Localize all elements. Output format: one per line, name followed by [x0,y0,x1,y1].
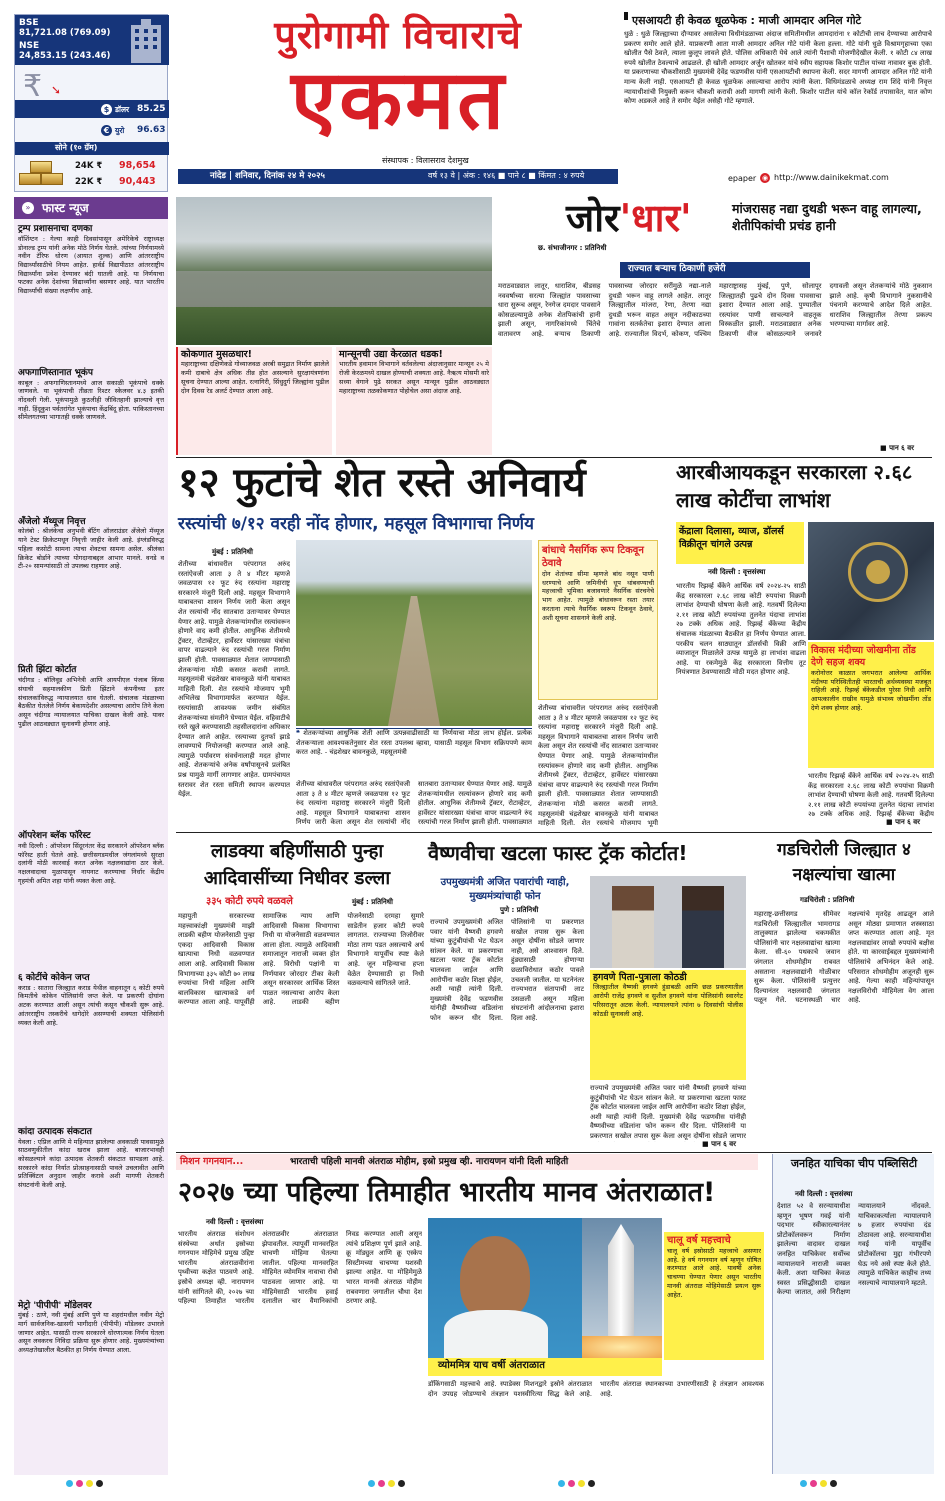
rocket-icon [608,1224,634,1344]
dollar-value: 85.25 [137,104,166,114]
sidebar-item [18,973,164,1124]
top-right-body: धुळे : धुळे जिल्ह्याच्या दौऱ्यावर असलेल्या विधीमंडळाच्या अंदाज समितीमधील आमदारांना १ कोटीची लाच देण्याच्या आरोपाचे प्रकरण समोर आले होते. याप्रकरणी आता माजी आमदार अनिल गोटे यांनी केला हल्ला. गोटे यांनी धुळे विश्रामगृहाच्या एका खोलीत पैसे ठेवले, त्याला कुलूप लावले होते. पोलिस अधिकारी येथे आले त्यांनी पैशाची मोजणीदेखील केली. १ कोटी ८४ लाख रुपये खोलीत ठेवल्याचे आढळले. ही खोली आमदार अर्जुन खोतकर यांचे स्वीय सहायक किशोर पाटील यांच्या नावावर बुक होती. या प्रकरणाच्या चौकशीसाठी मुख्यमंत्री देवेंद्र फडणवीस यांनी एसआयटीची स्थापना केली. सदर मागणी आमदार अनिल गोटे यांनी मान्य केली नाही. एसआयटी ही केवळ धूळफेक असल्याचा आरोप त्यांनी केला. विधिमंडळाचे अध्यक्ष राम शिंदे यांनी निवृत्त न्यायाधीशांची नियुक्ती करून चौकशी करावी अशी मागणी त्यांनी केली. किशोर पाटील यांचे कॉल रेकॉर्ड तपासावेत, यात कोण कोण अडकले आहे ते समोर येईल असेही गोटे म्हणाले. [624,30,932,106]
registration-marks-center-left [368,1480,405,1487]
euro-label: युरो [115,126,125,135]
bund-box-body: दोन शेतांच्या सीमा म्हणजे बांध नसून पाणी धरण्याचे आणि जमिनीची धूप थांबवण्याची महत्त्वाची भूमिका बजावणारे नैसर्गिक संरचनेचे भाग आहेत. त्यामुळे बांधावरून रस्ता तयार करताना त्याचे नैसर्गिक स्वरूप टिकवून ठेवावे, अशी सूचना शासनाने केली आहे. [542,570,654,622]
bse-value: 81,721.08 (769.09) [19,28,111,38]
sidebar-item [18,368,164,514]
dateline: नांदेड | शनिवार, दिनांक २४ मे २०२५ [210,171,325,181]
rbi-byline: नवी दिल्ली : वृत्तसंस्था [708,568,766,576]
sidebar-item-body: मुंबई : ठाणे, नवी मुंबई आणि पुणे या शहरांमधील नवीन मेट्रो मार्ग सार्वजनिक-खासगी भागीदारी (पीपीपी) मॉडेलवर उभारले जाणार आहेत. यासाठी राज्य सरकारने धोरणात्मक निर्णय घेतला असून लवकरच निविदा प्रक्रिया सुरू होणार आहे. मुख्यमंत्र्यांच्या अध्यक्षतेखालील बैठकीत हा निर्णय घेण्यात आला. [18,1311,164,1355]
vaishnavi-headline: वैष्णवीचा खटला फास्ट ट्रॅक कोर्टात! [428,841,688,865]
gadchiroli-body: महाराष्ट्र-छत्तीसगड सीमेवर गडचिरोली जिल्ह्यातील भामरागड तालुक्यात झालेल्या चकमकीत पोलिसांनी चार नक्षलवाद्यांचा खात्मा केला. सी-६० पथकाचे जवान जंगलात शोधमोहीम राबवत असताना नक्षलवाद्यांनी गोळीबार सुरू केला. पोलिसांनी प्रत्युत्तर दिल्यानंतर नक्षलवादी जंगलात पळून गेले. घटनास्थळी चार नक्षल्यांचे मृतदेह आढळून आले असून मोठ्या प्रमाणात शस्त्रसाठा जप्त करण्यात आला आहे. मृत नक्षलवाद्यांवर लाखो रुपयांचे बक्षीस होते. या कारवाईबद्दल मुख्यमंत्र्यांनी पोलिसांचे अभिनंदन केले आहे. परिसरात शोधमोहीम अजूनही सुरू आहे. गेल्या काही महिन्यांपासून नक्षलविरोधी मोहिमेला वेग आला आहे. [754,910,934,1005]
gold-label: सोने (१० ग्रॅम) [55,143,98,152]
fast-news-title: फास्ट न्यूज [42,200,89,215]
masthead-tagline: पुरोगामी विचाराचे [274,12,522,57]
jordhaar-side-headline: मांजरासह नद्या दुथडी भरून वाहू लागल्या, शेतीपिकांची प्रचंड हानी [732,201,922,233]
vaishnavi-photo-box [590,970,746,1080]
pil-body: देशात ५२ वे सरन्यायाधीश म्हणून भूषण गवई यांनी पदभार स्वीकारल्यानंतर प्रोटोकॉलवरून निर्माण झालेल्या वादावर दाखल जनहित याचिकेवर सर्वोच्च न्यायालयाने नाराजी व्यक्त केली. अशा याचिका केवळ स्वस्त प्रसिद्धीसाठी दाखल केल्या जातात, असे निरीक्षण न्यायालयाने नोंदवले. याचिकाकर्त्याला न्यायालयाने ७ हजार रुपयांचा दंड ठोठावला आहे. सरन्यायाधीश गवई यांनी यापूर्वीच प्रोटोकॉलचा मुद्दा गंभीरपणे घेऊ नये असे स्पष्ट केले होते. त्यामुळे याचिकेत काहीच तथ्य नसल्याचे न्यायालयाने म्हटले. [777,1202,931,1297]
mission-strap: भारताची पहिली मानवी अंतराळ मोहीम, इस्रो प्रमुख व्ही. नारायणन यांनी दिली माहिती [290,1157,569,1167]
sidebar-item-body: कोलंबो : श्रीलंकेचा अनुभवी बॅटिंग ऑलराउंडर अँजेलो मॅथ्यूज याने टेस्ट क्रिकेटमधून निवृत्ती जाहीर केली आहे. इंग्लंडविरुद्ध पहिला कसोटी सामना त्याचा शेवटचा सामना असेल. श्रीलंका क्रिकेट बोर्डाने त्याच्या योगदानाबद्दल आभार मानले. वनडे व टी-२० सामन्यांसाठी तो उपलब्ध राहणार आहे. [18,527,164,571]
gold-bars-icon [19,159,67,189]
mission-headline: २०२७ च्या पहिल्या तिमाहीत भारतीय मानव अंतराळात! [178,1177,716,1208]
vaishnavi-body: राज्याचे उपमुख्यमंत्री अजित पवार यांनी वैष्णवी हगवणे यांच्या कुटुंबीयांची भेट घेऊन सांत्वन केले. या प्रकरणाचा खटला फास्ट ट्रॅक कोर्टात चालवला जाईल आणि आरोपींना कठोर शिक्षा होईल, अशी ग्वाही त्यांनी दिली. मुख्यमंत्री देवेंद्र फडणवीस यांनीही वैष्णवीच्या वडिलांना फोन करून धीर दिला. पोलिसांनी या प्रकरणात सखोल तपास सुरू केला असून दोषींना सोडले जाणार नाही, असे आश्वासन दिले. हुंड्यासाठी होणाऱ्या छळाविरोधात कठोर पावले उचलली जातील. या घटनेनंतर राज्यभरात संतापाची लाट उसळली असून महिला संघटनांनी आंदोलनाचा इशारा दिला आहे. [430,918,584,1022]
rbi-emblem-icon [866,560,890,584]
euro-value: 96.63 [137,125,166,135]
main-subhead: रस्त्यांची ७/१२ वरही नोंद होणार, महसूल विभागाचा निर्णय [178,514,534,534]
main-body: शेतीच्या बांधावरील परंपरागत अरुंद रस्तांऐवजी आता ३ ते ४ मीटर म्हणजे जवळपास १२ फूट रुंद रस्त्यांना महाराष्ट्र सरकारने मंजुरी दिली आहे. महसूल विभागाने याबाबतचा शासन निर्णय जारी केला असून शेत रस्त्यांची नोंद सातबारा उताऱ्यावर घेण्यात येणार आहे. यामुळे शेतकऱ्यांमधील रस्त्यांवरून होणारे वाद कमी होतील. आधुनिक शेतीमध्ये ट्रॅक्टर, रोटाव्हेटर, हार्वेस्टर यांसारख्या यंत्रांचा वापर वाढल्याने रुंद रस्त्यांची गरज निर्माण झाली होती. पावसाळ्यात शेतात जाण्यासाठी शेतकऱ्यांना मोठी कसरत करावी लागते. महसूलमंत्री चंद्रशेखर बावनकुळे यांनी याबाबत माहिती दिली. शेत रस्त्यांचे मोजमाप भूमी अभिलेख विभागामार्फत करण्यात येईल. रस्त्यांसाठी आवश्यक जमीन संबंधित शेतकऱ्यांच्या संमतीने घेण्यात येईल. वहिवाटीचे रस्ते खुले करण्यासाठी तहसीलदारांना अधिकार देण्यात आले आहेत. रस्त्याच्या दुतर्फा झाडे लावण्याचे नियोजनही करण्यात आले आहे. त्यामुळे पर्यावरण संवर्धनालाही मदत होणार आहे. शेतकऱ्यांचे अनेक वर्षांपासूनचे प्रलंबित प्रश्न यामुळे मार्गी लागणार आहेत. ग्रामपंचायत स्तरावर शेत रस्ता समिती स्थापन करण्यात येईल. [178,560,290,799]
gold22-value: 90,443 [119,176,156,187]
sidebar-item [18,831,164,970]
lower-rule [176,1152,932,1153]
vaishnavi-body-lower [590,1084,746,1142]
website-url[interactable]: http://www.dainikekmat.com [774,173,889,182]
main-caption-text: शेतकऱ्यांच्या आधुनिक शेती आणि उत्पन्नवाढीसाठी या निर्णयाचा मोठा लाभ होईल. प्रत्येक शेतकऱ्याला आवश्यकतेनुसार शेत रस्ता उपलब्ध व्हावा, यासाठी महसूल विभाग सक्रियपणे काम करत आहे. - चंद्रशेखर बावनकुळे, महसूलमंत्री [296,729,532,757]
fast-news-header [14,197,168,219]
ladki-body: महायुती सरकारच्या महत्त्वाकांक्षी मुख्यमंत्री माझी लाडकी बहीण योजनेसाठी पुन्हा एकदा आदिवासी विकास खात्याचा निधी वळवण्यात आला आहे. आदिवासी विकास विभागाच्या ३३५ कोटी ७० लाख रुपयांचा निधी महिला आणि बालविकास खात्याकडे वर्ग करण्यात आला आहे. यापूर्वीही सामाजिक न्याय आणि आदिवासी विकास विभागाचा निधी या योजनेसाठी वळवण्यात आला होता. त्यामुळे आदिवासी समाजातून नाराजी व्यक्त होत आहे. विरोधी पक्षांनी या निर्णयावर जोरदार टीका केली असून सरकारवर आर्थिक शिस्त पाळत नसल्याचा आरोप केला आहे. लाडकी बहीण योजनेसाठी दरमहा सुमारे साडेतीन हजार कोटी रुपये लागतात. राज्याच्या तिजोरीवर मोठा ताण पडत असल्याचे अर्थ विभागाने यापूर्वीच स्पष्ट केले आहे. जून महिन्याचा हप्ता वेळेत देण्यासाठी हा निधी वळवल्याचे सांगितले जाते. [178,912,424,1007]
rbi-subhead-box [676,522,804,564]
river-photo [176,197,492,345]
sidebar-item-title: अँजेलो मॅथ्यूज निवृत्त [18,516,86,527]
vaishnavi-subhead: उपमुख्यमंत्री अजित पवारांची ग्वाही, मुख्यमंत्र्यांचाही फोन [440,877,570,902]
bund-box-title: बांधाचे नैसर्गिक रूप टिकवून ठेवावे [542,545,644,569]
top-right-rule [624,12,628,20]
main-body-col1 [178,560,290,828]
mission-box-body: चालू वर्ष इस्रोसाठी महत्त्वाचे असणार आहे. हे वर्ष गगनयान वर्ष म्हणून घोषित करण्यात आले आहे. यावर्षी अनेक चाचण्या घेण्यात येणार असून भारतीय मानवी अंतराळ मोहिमेसाठी प्रयत्न सुरू आहेत. [667,1247,761,1299]
konkan-caption-left [176,347,332,455]
main-body-tail: शेतीच्या बांधावरील परंपरागत अरुंद रस्तांऐवजी आता ३ ते ४ मीटर म्हणजे जवळपास १२ फूट रुंद रस्त्यांना महाराष्ट्र सरकारने मंजुरी दिली आहे. महसूल विभागाने याबाबतचा शासन निर्णय जारी केला असून शेत रस्त्यांची नोंद सातबारा उताऱ्यावर घेण्यात येणार आहे. यामुळे शेतकऱ्यांमधील रस्त्यांवरून होणारे वाद कमी होतील. आधुनिक शेतीमध्ये ट्रॅक्टर, रोटाव्हेटर, हार्वेस्टर यांसारख्या यंत्रांचा वापर वाढल्याने रुंद रस्त्यांची गरज निर्माण झाली होती. पावसाळ्यात शेतात जाण्यासाठी शेतकऱ्यांना मोठी कसरत करावी लागते. महसूलमंत्री चंद्रशेखर बावनकुळे यांनी याबाबत माहिती दिली. शेत रस्त्यांचे मोजमाप भूमी [538,704,658,828]
vaishnavi-byline: पुणे : प्रतिनिधी [500,906,539,914]
mission-photo-caption-bar [428,1358,662,1376]
sidebar-item-body: नवी दिल्ली : ऑपरेशन सिंदूरनंतर केंद्र सरकारने ऑपरेशन ब्लॅक फॉरेस्ट हाती घेतले आहे. छत्तीसगडमधील जंगलांमध्ये सुरक्षा दलांनी मोठी कारवाई करत अनेक नक्षलवाद्यांना ठार केले. नक्षलवादाचा मुळापासून नायनाट करण्याचा निर्धार केंद्रीय गृहमंत्री अमित शहा यांनी व्यक्त केला आहे. [18,841,164,885]
jordhaar-byline: छ. संभाजीनगर : प्रतिनिधी [538,244,607,252]
rbi-headline: आरबीआयकडून सरकारला २.६८ लाख कोटींचा लाभांश [676,460,913,512]
gold24-label: 24K ₹ [75,161,103,171]
sidebar-item-body: कराड : सातारा जिल्ह्यात कराड येथील वाहनातून ६ कोटी रुपये किमतीचे कोकेन पोलिसांनी जप्त केले. या प्रकरणी दोघांना अटक करण्यात आली असून त्यांची कसून चौकशी सुरू आहे. आंतरराष्ट्रीय तस्करीचे धागेदोरे असण्याची शक्यता पोलिसांनी व्यक्त केली आहे. [18,983,164,1027]
sidebar-item-body: वॉशिंग्टन : गेल्या काही दिवसांपासून अमेरिकेचे राष्ट्राध्यक्ष डोनाल्ड ट्रम्प यांनी अनेक मोठे निर्णय घेतले. त्यांच्या निर्णयामध्ये नवीन टॅरिफ धोरण (आयात शुल्क) आणि आंतरराष्ट्रीय विद्यार्थ्यांसाठीचे नियम आहेत. हार्वर्ड विद्यापीठात आंतरराष्ट्रीय विद्यार्थ्यांना प्रवेश देण्यावर बंदी घातली आहे. या निर्णयाचा फटका अनेक देशांच्या विद्यार्थ्यांना बसणार आहे. यात भारतीय विद्यार्थ्यांची संख्या लक्षणीय आहे. [18,234,164,296]
jordhaar-body: मराठवाड्यात लातूर, धाराशिव, बीडसह नववर्षाच्या सरत्या जिल्ह्यांत पावसाच्या धारा सुरूच असून, रेनगेज दमदार पावसाने कोसळल्यामुळे अनेक शेतपिकांची हानी झाली असून, नागरिकांमध्ये चिंतेचे वातावरण आहे. बऱ्याच ठिकाणी पावसाच्या जोरदार सरींमुळे नद्या-नाले दुथडी भरून वाहू लागले आहेत. लातूर जिल्ह्यातील मांजरा, रेणा, तेरणा नद्या दुथडी भरून वाहत असून नदीकाठच्या गावांना सतर्कतेचा इशारा देण्यात आला आहे. राज्यातील विदर्भ, कोकण, पश्चिम महाराष्ट्रासह मुंबई, पुणे, सोलापूर जिल्ह्यातही पुढचे दोन दिवस पावसाचा इशारा देण्यात आला आहे. पुण्यातील रस्त्यांवर पाणी साचल्याने वाहतूक विस्कळीत झाली. मराठवाड्यात अनेक ठिकाणी वीज कोसळल्याने जनावरे दगावली असून शेतकऱ्यांचे मोठे नुकसान झाले आहे. कृषी विभागाने नुकसानीचे पंचनामे करण्याचे आदेश दिले आहेत. धाराशिव जिल्ह्यातील तेरणा प्रकल्प भरण्याच्या मार्गावर आहे. [498,282,932,338]
masthead-logo: एकमत [290,53,508,148]
ladki-byline: मुंबई : प्रतिनिधी [352,898,393,906]
main-body-lower [296,780,532,828]
mission-label: मिशन गगनयान... [180,1156,244,1167]
gold22-label: 22K ₹ [75,177,103,187]
mission-box-title: चालू वर्ष महत्त्वाचे [667,1235,731,1246]
rbi-body-lower [808,772,934,818]
rbi-continued-text: पान ६ वर [895,818,921,826]
vaishnavi-continued-text: पान ६ वर [711,1140,737,1148]
konkan-caption-right-body: भारतीय हवामान विभागाने वर्तवलेल्या अंदाजानुसार मान्सून २५ मे रोजी केरळमध्ये दाखल होण्याची शक्यता आहे. नैऋत्य मोसमी वारे सध्या वेगाने पुढे सरकत असून मान्सून पुढील आठवड्यात महाराष्ट्राच्या तळकोकणात पोहोचेल असा अंदाज आहे. [339,360,489,395]
mission-box [664,1232,764,1360]
registration-marks-right [800,1480,837,1487]
nse-value: 24,853.15 (243.46) [19,51,111,61]
rbi-continued: ■ पान ६ वर [886,818,921,826]
pil-headline: जनहित याचिका चीप पब्लिसिटी [790,1157,918,1170]
sidebar-item-title: अफगाणिस्तानात भूकंप [18,367,93,378]
mission-body2: डॉकिंगसाठी महत्त्वाचे आहे. स्पाडेक्स मिशनद्वारे इस्रोने अंतराळात दोन उपग्रह जोडण्याचे तंत्रज्ञान यशस्वीरित्या सिद्ध केले आहे. भारतीय अंतराळ स्थानकाच्या उभारणीसाठी हे तंत्रज्ञान आवश्यक आहे. [428,1380,764,1398]
mission-body-lower [428,1380,764,1470]
konkan-caption-right-title: मान्सूनची उद्या केरळात धडक! [339,349,443,360]
rbi-subhead: केंद्राला दिलासा, व्याज, डॉलर्स विक्रीतून चांगले उत्पन्न [679,526,784,550]
top-right-headline: एसआयटी ही केवळ धूळफेक : माजी आमदार अनिल गोटे [632,14,862,27]
bse-label: BSE [19,18,39,28]
mission-byline: नवी दिल्ली : वृत्तसंस्था [206,1218,264,1226]
sidebar-item [18,517,164,663]
trend-arrow-icon: ➘ [51,83,62,97]
gold24-value: 98,654 [119,160,156,171]
sidebar-item-title: ट्रम्प प्रशासनाचा दणका [18,224,93,234]
konkan-caption-right [336,347,492,455]
market-box [14,14,168,192]
mission-body: भारतीय अंतराळ संशोधन संस्थेच्या अर्थात इस्रोच्या गगनयान मोहिमेचे प्रमुख उद्दिष्ट भारतीय अंतराळवीरांना पृथ्वीच्या कक्षेत पाठवणे आहे. इस्रोचे अध्यक्ष व्ही. नारायणन यांनी सांगितले की, २०२७ च्या पहिल्या तिमाहीत भारतीय अंतराळवीर अंतराळात झेपावतील. त्यापूर्वी मानवरहित चाचणी मोहिमा घेतल्या जातील. पहिल्या मानवरहित मोहिमेत व्योममित्र नावाचा रोबो पाठवला जाणार आहे. या मोहिमेसाठी भारतीय हवाई दलातील चार वैमानिकांची निवड करण्यात आली असून त्यांचे प्रशिक्षण पूर्ण झाले आहे. क्रू मॉड्युल आणि क्रू एस्केप सिस्टीमच्या चाचण्या यशस्वी झाल्या आहेत. या मोहिमेमुळे भारत मानवी अंतराळ मोहीम राबवणारा जगातील चौथा देश ठरणार आहे. [178,1230,422,1306]
sidebar-item-title: प्रिती झिंटा कोर्टात [18,665,77,676]
registration-marks-left [66,1480,103,1487]
sidebar-item [18,1301,164,1462]
accused-2-avatar [682,886,724,968]
sidebar-item-body: येवला : एप्रिल आणि मे महिन्यात झालेल्या अवकाळी पावसामुळे साठवणुकीतील कांदा खराब झाला आहे. बाजारभावही कोसळल्याने कांदा उत्पादक शेतकरी संकटात सापडला आहे. सरकारने कांदा निर्यात प्रोत्साहनासाठी पावले उचलावीत आणि प्रतिक्विंटल अनुदान जाहीर करावे अशी मागणी शेतकरी संघटनांनी केली आहे. [18,1137,164,1190]
mid-rule [176,832,932,833]
bse-building-icon [127,19,165,63]
scientist-photo [428,1218,582,1358]
dollar-label: डॉलर [115,105,130,114]
main-caption [296,728,532,776]
sidebar-item [18,224,164,365]
sidebar-item-title: ऑपरेशन ब्लॅक फॉरेस्ट [18,831,91,842]
sidebar-item-title: कांदा उत्पादक संकटात [18,1126,92,1137]
euro-icon: € [101,125,112,136]
jordhaar-continued: ■ पान ६ वर [880,444,915,452]
mission-photo-caption: व्योममित्र याच वर्षी अंतराळात [438,1360,545,1371]
sidebar-item [18,665,164,828]
gadchiroli-headline: गडचिरोली जिल्ह्यात ४ नक्षल्यांचा खात्मा [777,840,911,885]
epaper-label: epaper [728,174,757,183]
accused-photo [590,876,746,968]
gadchiroli-byline: गडचिरोली : प्रतिनिधी [800,896,855,904]
rbi-building-photo [808,522,934,640]
jordhaar-subhead [620,262,810,278]
vaishnavi-photo-caption: हगवणे पिता-पुत्राला कोठडी [593,972,687,983]
top-right-story [624,12,932,168]
vaishnavi-body-continued: राज्याचे उपमुख्यमंत्री अजित पवार यांनी वैष्णवी हगवणे यांच्या कुटुंबीयांची भेट घेऊन सांत्वन केले. या प्रकरणाचा खटला फास्ट ट्रॅक कोर्टात चालवला जाईल आणि आरोपींना कठोर शिक्षा होईल, अशी ग्वाही त्यांनी दिली. मुख्यमंत्री देवेंद्र फडणवीस यांनीही वैष्णवीच्या वडिलांना फोन करून धीर दिला. पोलिसांनी या प्रकरणात सखोल तपास सुरू केला असून दोषींना सोडले जाणार [590,1084,746,1140]
gold-header [15,142,169,155]
jordhaar-subhead-text: राज्यात बऱ्याच ठिकाणी हजेरी [628,264,726,274]
sidebar-item-title: मेट्रो 'पीपीपी' मॉडेलवर [18,1300,92,1311]
globe-icon: ◉ [761,174,769,182]
issue-info: वर्ष १३ वे | अंक : १४६ ■ पाने ८ ■ किंमत : ४ रुपये [428,171,585,180]
jordhaar-title-b: 'धार' [619,195,692,240]
scientist-avatar [460,1236,530,1320]
rbi-body: भारतीय रिझर्व्ह बँकेने आर्थिक वर्ष २०२४-२५ साठी केंद्र सरकारला २.६८ लाख कोटी रुपयांचा विक्रमी लाभांश देण्याची घोषणा केली आहे. गतवर्षी दिलेल्या २.११ लाख कोटी रुपयांच्या तुलनेत यंदाचा लाभांश २७ टक्के अधिक आहे. रिझर्व्ह बँकेच्या केंद्रीय संचालक मंडळाच्या बैठकीत हा निर्णय घेण्यात आला. परकीय चलन साठ्यातून डॉलर्सची विक्री आणि व्याजातून मिळालेले उत्पन्न यामुळे हा लाभांश वाढला आहे. या रकमेमुळे केंद्र सरकारला वित्तीय तूट नियंत्रणात ठेवण्यासाठी मोठी मदत होणार आहे. [676,582,806,677]
masthead-founder: संस्थापक : विलासराव देशमुख [382,156,469,165]
rbi-box-title: विकास मंदीच्या जोखमीना तोंड देणे सहज शक्य [811,645,916,668]
konkan-caption-left-body: महाराष्ट्राच्या दक्षिणेकडे गोव्याजवळ अरबी समुद्रात निर्माण झालेले कमी दाबाचे क्षेत्र अधिक तीव्र होत असल्याने सुरक्षायंत्रणांना सूचना देण्यात आल्या आहेत. रत्नागिरी, सिंधुदुर्ग जिल्ह्यांना पुढील दोन दिवस रेड अलर्ट देण्यात आला आहे. [181,360,329,395]
lightning-icon: » [22,202,34,214]
sidebar-item-body: चंदीगड : बॉलिवूड अभिनेत्री आणि आयपीएल पंजाब किंग्स संघाची सहमालकीण प्रिती झिंटाने कंपनीच्या इतर संचालकांविरुद्ध न्यायालयात धाव घेतली. संचालक मंडळाच्या बैठकीत घेतलेले निर्णय बेकायदेशीर असल्याचा आरोप तिने केला असून चंदीगड न्यायालयात याचिका दाखल केली आहे. यावर पुढील आठवड्यात सुनावणी होणार आहे. [18,676,164,728]
sidebar-item-body: काबूल : अफगाणिस्तानमध्ये आज सकाळी भूकंपाचे धक्के जाणवले. या भूकंपाची तीव्रता रिश्टर स्केलवर ४.३ इतकी नोंदवली गेली. भूकंपामुळे कुठलीही जीवितहानी झाल्याचे वृत्त नाही. हिंदूकुश पर्वतरांगेत भूकंपाचा केंद्रबिंदू होता. पाकिस्तानच्या सीमेलगतच्या भागातही धक्के जाणवले. [18,378,164,422]
rupee-icon: ₹ [23,69,43,104]
quote-icon: ❝ [296,729,300,737]
vaishnavi-continued: ■ पान ६ वर [702,1140,737,1148]
main-body-col-right [538,704,658,828]
rbi-box [808,642,934,768]
accused-1-avatar [612,886,654,968]
bse-block [15,15,169,65]
sidebar-item [18,1127,164,1298]
field-road-photo [296,540,532,726]
jordhaar-continued-text: पान ६ वर [889,444,915,452]
nse-label: NSE [19,41,40,51]
dollar-icon: $ [101,104,112,115]
konkan-caption-left-title: कोकणात मुसळधार! [181,349,252,360]
main-byline: मुंबई : प्रतिनिधी [212,548,253,556]
sidebar-item-title: ६ कोटींचे कोकेन जप्त [18,972,90,983]
registration-marks-center-right [558,1480,595,1487]
rocket-photo [582,1218,662,1358]
rbi-body-continued: भारतीय रिझर्व्ह बँकेने आर्थिक वर्ष २०२४-२५ साठी केंद्र सरकारला २.६८ लाख कोटी रुपयांचा विक्रमी लाभांश देण्याची घोषणा केली आहे. गतवर्षी दिलेल्या २.११ लाख कोटी रुपयांच्या तुलनेत यंदाचा लाभांश २७ टक्के अधिक आहे. रिझर्व्ह बँकेच्या केंद्रीय [808,772,934,818]
ladki-headline: लाडक्या बहिणींसाठी पुन्हा आदिवासींच्या निधीवर डल्ला [203,841,391,889]
jordhaar-title-a: जोर [566,195,620,240]
main-body-continued: शेतीच्या बांधावरील परंपरागत अरुंद रस्तांऐवजी आता ३ ते ४ मीटर म्हणजे जवळपास १२ फूट रुंद रस्त्यांना महाराष्ट्र सरकारने मंजुरी दिली आहे. महसूल विभागाने याबाबतचा शासन निर्णय जारी केला असून शेत रस्त्यांची नोंद सातबारा उताऱ्यावर घेण्यात येणार आहे. यामुळे शेतकऱ्यांमधील रस्त्यांवरून होणारे वाद कमी होतील. आधुनिक शेतीमध्ये ट्रॅक्टर, रोटाव्हेटर, हार्वेस्टर यांसारख्या यंत्रांचा वापर वाढल्याने रुंद रस्त्यांची गरज निर्माण झाली होती. पावसाळ्यात [296,780,532,827]
vaishnavi-photo-body: जिल्ह्यातील वैष्णवी हगवणे हुंडाबळी आणि छळ प्रकरणातील आरोपी राजेंद्र हगवणे व सुशील हगवणे यांना पोलिसांनी स्वारगेट परिसरातून अटक केली. न्यायालयाने त्यांना ७ दिवसांची पोलीस कोठडी सुनावली आहे. [593,983,743,1018]
jordhaar-title [566,196,692,240]
ladki-subhead: ३३५ कोटी रुपये वळवले [206,896,293,907]
bund-box [538,540,658,700]
main-headline: १२ फुटांचे शेत रस्ते अनिवार्य [178,460,586,506]
pil-box [772,1154,934,1474]
rbi-box-body: करोनोत्तर काळात जगभरात आलेल्या आर्थिक मंदीच्या परिस्थितीतही भारताची अर्थव्यवस्था मजबूत राहिली आहे. रिझर्व्ह बँकेकडील पुरेसा निधी आणि आपत्कालीन राखीव यामुळे संभाव्य जोखमींना तोंड देणे शक्य होणार आहे. [811,669,931,712]
pil-byline: नवी दिल्ली : वृत्तसंस्था [795,1190,853,1198]
fast-news-sidebar [14,197,168,1475]
